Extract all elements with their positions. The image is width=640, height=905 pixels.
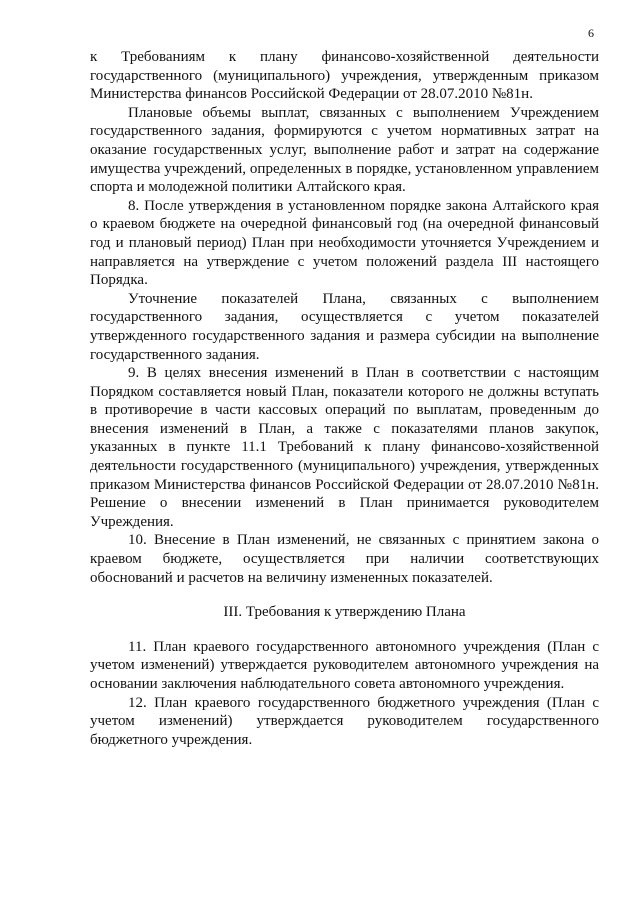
paragraph: 9. В целях внесения изменений в План в соответствии с настоящим Порядком составляется новый План, показатели которого не должны вступать в противоречие в части кассовых операций по выплатам, проведенным до внесения изменений в План, а также с показателями планов закупок, указанных в пункте 11.1 Требований к плану финансово-хозяйственной деятельности государственного (муниципального) учреждения, утвержденных приказом Министерства финансов Российской Федерации от 28.07.2010 №81н. Решение о внесении изменений в План принимается руководителем Учреждения. [90, 365, 599, 530]
paragraph: Уточнение показателей Плана, связанных с выполнением государственного задания, осуществляется с учетом показателей утвержденного государственного задания и размера субсидии на выполнение государственного задания. [90, 290, 599, 363]
document-body [90, 48, 599, 749]
paragraph: 10. Внесение в План изменений, не связанных с принятием закона о краевом бюджете, осуществляется при наличии соответствующих обоснований и расчетов на величину измененных показателей. [90, 532, 599, 586]
paragraph: 11. План краевого государственного автономного учреждения (План с учетом изменений) утверждается руководителем автономного учреждения на основании заключения наблюдательного совета автономного учреждения. [90, 638, 599, 692]
page-number: 6 [588, 26, 594, 40]
paragraph: Плановые объемы выплат, связанных с выполнением Учреждением государственного задания, формируются с учетом нормативных затрат на оказание государственных услуг, выполнение работ и затрат на содержание имущества учреждений, определенных в порядке, установленном управлением спорта и молодежной политики Алтайского края. [90, 104, 599, 196]
paragraph: к Требованиям к плану финансово-хозяйственной деятельности государственного (муниципального) учреждения, утвержденным приказом Министерства финансов Российской Федерации от 28.07.2010 №81н. [90, 49, 599, 103]
paragraph: 12. План краевого государственного бюджетного учреждения (План с учетом изменений) утверждается руководителем государственного бюджетного учреждения. [90, 694, 599, 748]
paragraph: 8. После утверждения в установленном порядке закона Алтайского края о краевом бюджете на очередной финансовый год (на очередной финансовый год и плановый период) План при необходимости уточняется Учреждением и направляется на утверждение с учетом положений раздела III настоящего Порядка. [90, 197, 599, 289]
section-heading: III. Требования к утверждению Плана [223, 604, 466, 621]
